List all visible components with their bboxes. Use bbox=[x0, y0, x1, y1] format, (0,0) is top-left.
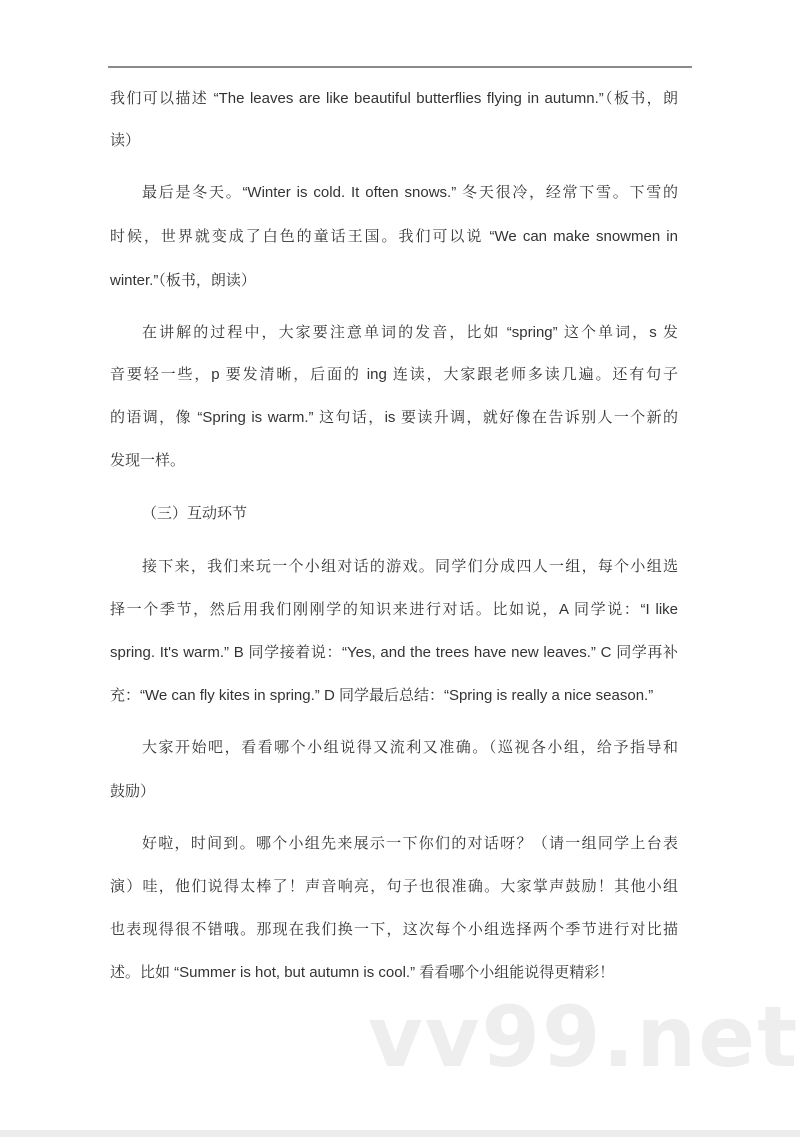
text-line: 演）哇，他们说得太棒了！声音响亮，句子也很准确。大家掌声鼓励！其他小组 bbox=[110, 878, 678, 895]
page-bottom-edge bbox=[0, 1130, 800, 1137]
text-line: spring. It's warm.” B 同学接着说：“Yes, and the trees have new leaves.” C 同学再补 bbox=[110, 644, 678, 661]
header-rule bbox=[108, 66, 692, 68]
text-line: （三）互动环节 bbox=[142, 505, 248, 522]
text-line: 述。比如 “Summer is hot, but autumn is cool.” 看看哪个小组能说得更精彩！ bbox=[110, 964, 615, 981]
watermark: vv99.net bbox=[368, 988, 800, 1086]
text-line: 在讲解的过程中，大家要注意单词的发音，比如 “spring” 这个单词，s 发 bbox=[142, 324, 678, 341]
text-line: 好啦，时间到。哪个小组先来展示一下你们的对话呀？（请一组同学上台表 bbox=[142, 835, 678, 852]
text-line: 音要轻一些，p 要发清晰，后面的 ing 连读，大家跟老师多读几遍。还有句子 bbox=[110, 366, 678, 383]
text-line: 我们可以描述 “The leaves are like beautiful butterflies flying in autumn.”（板书，朗 bbox=[110, 90, 678, 107]
text-line: 鼓励） bbox=[110, 783, 156, 800]
text-line: 接下来，我们来玩一个小组对话的游戏。同学们分成四人一组，每个小组选 bbox=[142, 558, 678, 575]
text-line: 最后是冬天。“Winter is cold. It often snows.” 冬天很冷，经常下雪。下雪的 bbox=[142, 184, 678, 201]
text-line: 充：“We can fly kites in spring.” D 同学最后总结：“Spring is really a nice season.” bbox=[110, 687, 654, 704]
text-line: 的语调，像 “Spring is warm.” 这句话，is 要读升调，就好像在告诉别人一个新的 bbox=[110, 409, 678, 426]
text-line: 大家开始吧，看看哪个小组说得又流利又准确。（巡视各小组，给予指导和 bbox=[142, 739, 678, 756]
text-line: 也表现得很不错哦。那现在我们换一下，这次每个小组选择两个季节进行对比描 bbox=[110, 921, 678, 938]
text-line: 时候，世界就变成了白色的童话王国。我们可以说 “We can make snowmen in bbox=[110, 228, 678, 245]
text-line: 读） bbox=[110, 132, 141, 149]
text-line: 发现一样。 bbox=[110, 452, 186, 469]
text-line: winter.”（板书，朗读） bbox=[110, 272, 256, 289]
text-line: 择一个季节，然后用我们刚刚学的知识来进行对话。比如说，A 同学说：“I like bbox=[110, 601, 678, 618]
